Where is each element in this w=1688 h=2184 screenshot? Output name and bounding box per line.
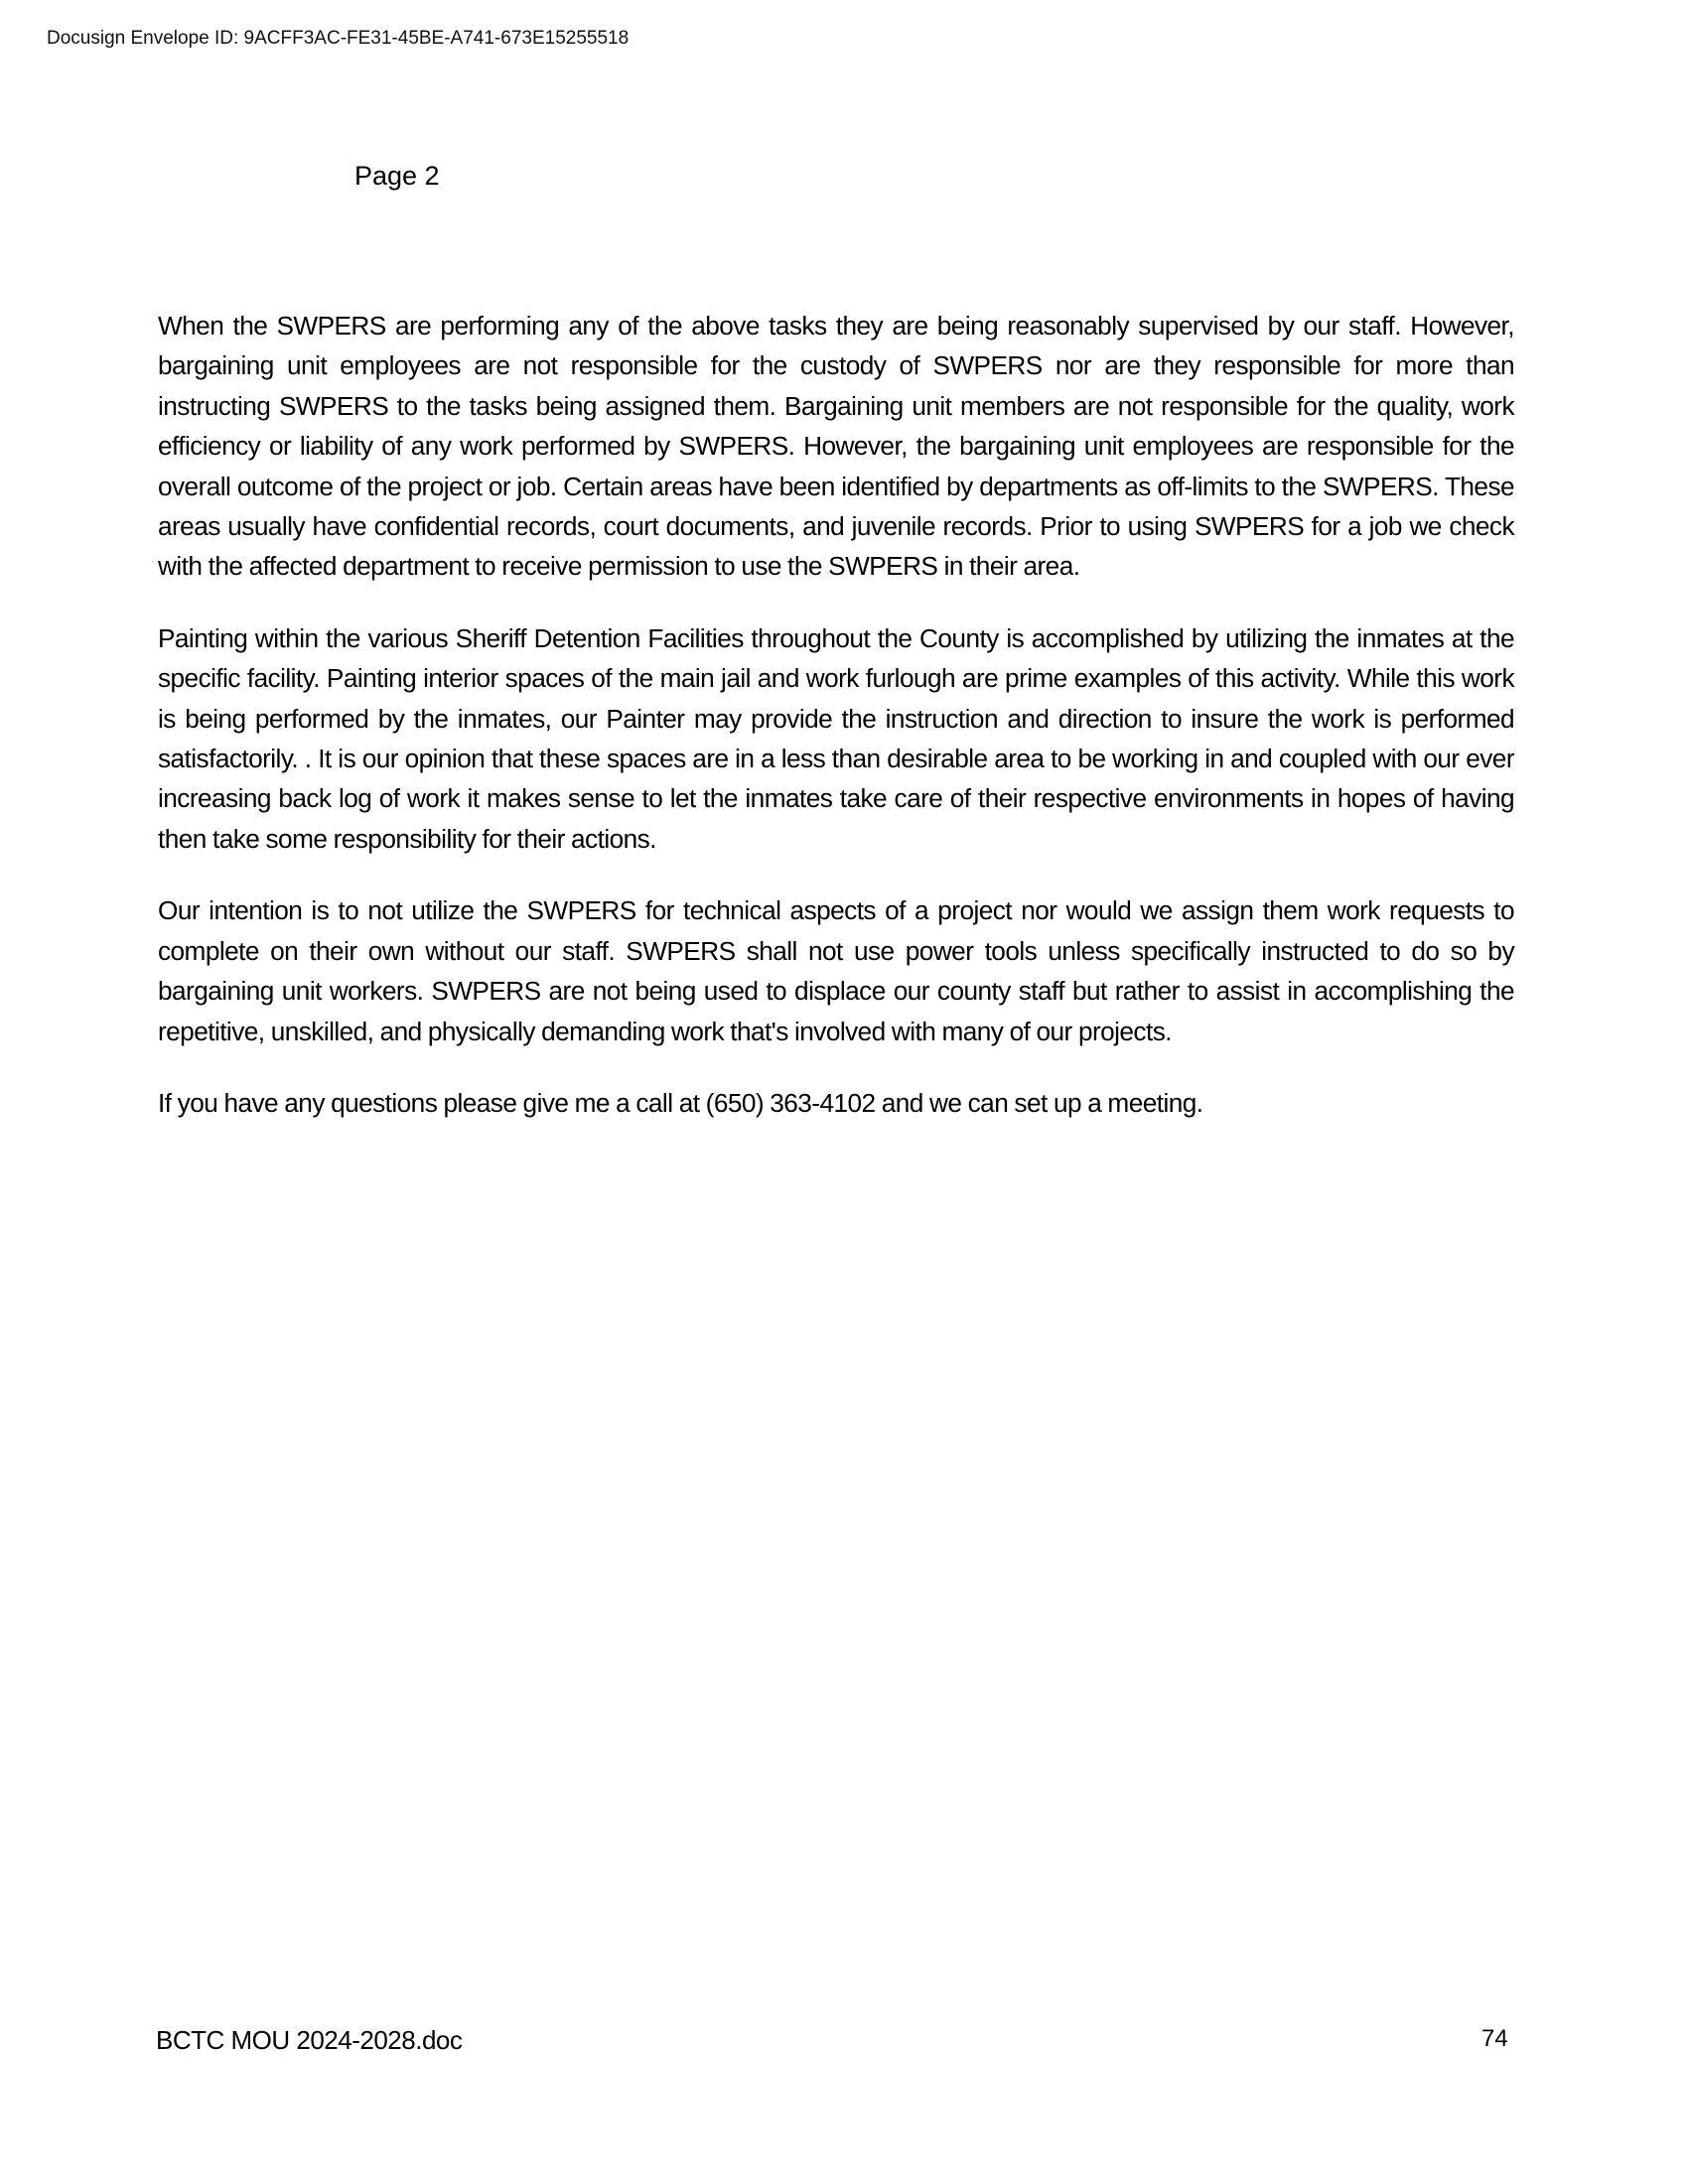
footer-document-name: BCTC MOU 2024-2028.doc: [156, 2025, 463, 2055]
paragraph-contact: If you have any questions please give me a call at (650) 363-4102 and we can set up a meeting.: [158, 1087, 1203, 1118]
page-label: Page 2: [354, 161, 440, 191]
paragraph-supervision: When the SWPERS are performing any of the above tasks they are being reasonably supervised by our staff. However, bargaining unit employees are not responsible for the custody of SWPERS nor are they responsible for more than instructing SWPERS to the tasks being assigned them. Bargaining unit members are not responsible for the quality, work efficiency or liability of any work performed by SWPERS. However, the bargaining unit employees are responsible for the overall outcome of the project or job. Certain areas have been identified by departments as off-limits to the SWPERS. These areas usually have confidential records, court documents, and juvenile records. Prior to using SWPERS for a job we check with the affected department to receive permission to use the SWPERS in their area.: [158, 311, 1514, 582]
footer-page-number: 74: [1481, 2025, 1508, 2052]
docusign-envelope-id: Docusign Envelope ID: 9ACFF3AC-FE31-45BE-A741-673E15255518: [47, 28, 630, 49]
paragraph-painting: Painting within the various Sheriff Detention Facilities throughout the County is accomplished by utilizing the inmates at the specific facility. Painting interior spaces of the main jail and work furlough are prime examples of this activity. While this work is being performed by the inmates, our Painter may provide the instruction and direction to insure the work is performed satisfactorily. . It is our opinion that these spaces are in a less than desirable area to be working in and coupled with our ever increasing back log of work it makes sense to let the inmates take care of their respective environments in hopes of having then take some responsibility for their actions.: [158, 622, 1514, 854]
document-body: [158, 306, 1514, 1123]
paragraph-intention: Our intention is to not utilize the SWPERS for technical aspects of a project nor would we assign them work requests to complete on their own without our staff. SWPERS shall not use power tools unless specifically instructed to do so by bargaining unit workers. SWPERS are not being used to displace our county staff but rather to assist in accomplishing the repetitive, unskilled, and physically demanding work that's involved with many of our projects.: [158, 895, 1514, 1046]
